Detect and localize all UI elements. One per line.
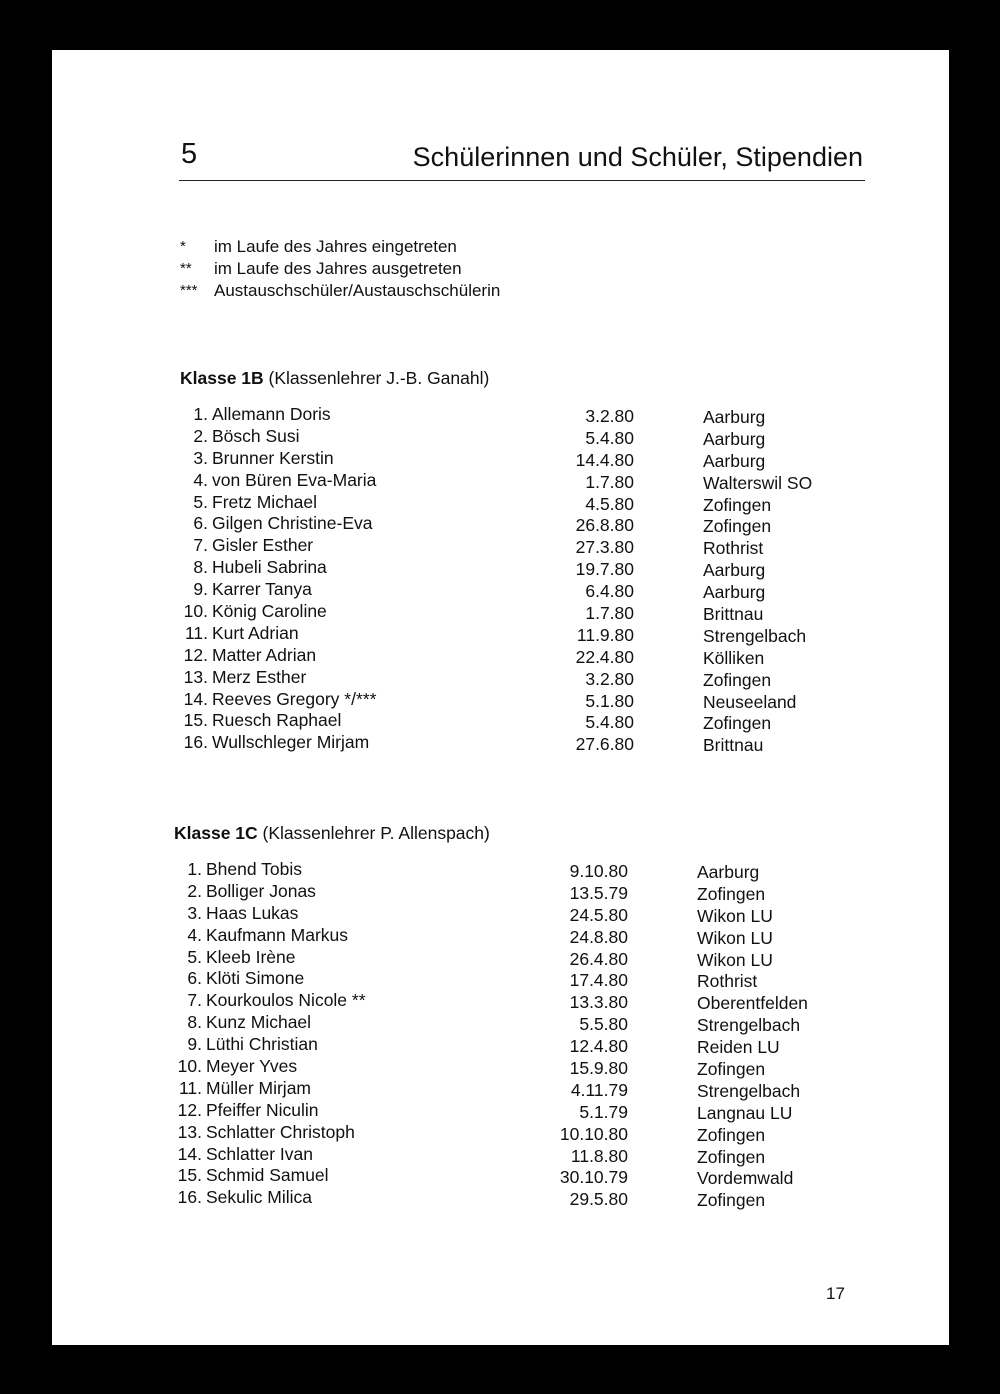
student-row — [180, 447, 766, 471]
birth-date: 1.7.80 — [585, 603, 634, 624]
birth-date: 3.2.80 — [585, 406, 634, 426]
birth-date: 14.4.80 — [575, 449, 634, 470]
home-town: Zofingen — [697, 1190, 766, 1211]
student-name: von Büren Eva-Maria — [212, 469, 377, 490]
birth-date: 30.10.79 — [559, 1167, 628, 1188]
home-town: Aarburg — [703, 560, 766, 581]
student-row — [180, 688, 797, 712]
student-name: König Caroline — [212, 601, 327, 622]
birth-date: 4.11.79 — [570, 1079, 628, 1100]
student-name: Lüthi Christian — [206, 1034, 318, 1055]
student-row — [180, 644, 765, 668]
student-name: Bolliger Jonas — [206, 880, 316, 901]
home-town: Reiden LU — [697, 1037, 780, 1058]
student-number: 2. — [187, 880, 202, 901]
student-row — [174, 1143, 766, 1167]
student-number: 3. — [187, 902, 202, 923]
student-number: 16. — [183, 732, 208, 753]
student-name: Schmid Samuel — [206, 1165, 329, 1186]
student-row — [174, 1121, 766, 1145]
student-name: Bhend Tobis — [206, 859, 303, 879]
student-name: Bösch Susi — [212, 425, 300, 446]
birth-date: 15.9.80 — [569, 1058, 628, 1079]
student-row — [174, 902, 773, 926]
student-name: Fretz Michael — [212, 491, 318, 512]
student-row — [174, 946, 773, 970]
home-town: Brittnau — [703, 604, 764, 625]
student-number: 9. — [187, 1034, 202, 1055]
legend-symbol: *** — [180, 282, 198, 299]
home-town: Strengelbach — [697, 1015, 801, 1036]
student-number: 9. — [193, 579, 208, 600]
student-name: Hubeli Sabrina — [212, 557, 327, 578]
student-row — [174, 1077, 801, 1101]
student-number: 12. — [183, 644, 208, 665]
student-number: 5. — [193, 491, 208, 512]
birth-date: 13.5.79 — [569, 882, 628, 903]
class-name: Klasse 1B — [180, 368, 264, 388]
student-number: 4. — [187, 924, 202, 945]
home-town: Wikon LU — [697, 905, 773, 926]
student-name: Merz Esther — [212, 666, 307, 687]
birth-date: 5.1.79 — [579, 1101, 628, 1122]
student-number: 1. — [193, 404, 208, 424]
chapter-number: 5 — [181, 138, 198, 170]
student-number: 8. — [193, 557, 208, 578]
student-name: Allemann Doris — [212, 404, 331, 424]
chapter-title: Schülerinnen und Schüler, Stipendien — [412, 142, 863, 172]
birth-date: 6.4.80 — [585, 581, 634, 602]
birth-date: 5.1.80 — [585, 690, 634, 711]
class-section-1c — [174, 823, 808, 1211]
home-town: Zofingen — [697, 1124, 766, 1145]
student-name: Meyer Yves — [206, 1056, 298, 1077]
birth-date: 5.4.80 — [585, 712, 634, 733]
student-name: Sekulic Milica — [206, 1187, 312, 1208]
birth-date: 24.8.80 — [569, 926, 628, 947]
student-number: 14. — [183, 688, 208, 709]
student-name: Gilgen Christine-Eva — [212, 513, 373, 534]
student-name: Schlatter Christoph — [206, 1121, 355, 1142]
student-list — [180, 404, 813, 756]
student-name: Karrer Tanya — [212, 579, 312, 600]
student-row — [180, 469, 813, 493]
home-town: Rothrist — [703, 538, 764, 559]
student-list — [174, 859, 808, 1211]
student-row — [174, 1056, 766, 1080]
home-town: Zofingen — [703, 669, 772, 690]
student-number: 6. — [193, 513, 208, 534]
birth-date: 5.4.80 — [585, 427, 634, 448]
birth-date: 11.8.80 — [570, 1145, 628, 1166]
student-row — [180, 732, 764, 756]
student-row — [180, 710, 772, 734]
student-number: 1. — [187, 859, 202, 879]
student-number: 8. — [187, 1012, 202, 1033]
legend-text: im Laufe des Jahres ausgetreten — [214, 259, 462, 278]
birth-date: 26.8.80 — [575, 515, 634, 536]
student-number: 11. — [184, 622, 208, 643]
home-town: Zofingen — [703, 516, 772, 537]
birth-date: 13.3.80 — [569, 992, 628, 1013]
student-row — [174, 1012, 801, 1036]
student-number: 6. — [187, 968, 202, 989]
student-number: 11. — [178, 1077, 202, 1098]
birth-date: 4.5.80 — [585, 493, 634, 514]
home-town: Aarburg — [703, 407, 766, 427]
birth-date: 11.9.80 — [576, 624, 634, 645]
student-row — [174, 924, 773, 948]
birth-date: 22.4.80 — [575, 646, 634, 667]
home-town: Walterswil SO — [703, 472, 813, 493]
student-number: 16. — [177, 1187, 202, 1208]
home-town: Zofingen — [703, 713, 772, 734]
birth-date: 9.10.80 — [569, 861, 628, 881]
class-name: Klasse 1C — [174, 823, 258, 843]
home-town: Strengelbach — [703, 625, 807, 646]
birth-date: 27.3.80 — [575, 537, 634, 558]
birth-date: 1.7.80 — [585, 471, 634, 492]
home-town: Brittnau — [703, 735, 764, 756]
student-number: 3. — [193, 447, 208, 468]
student-name: Kleeb Irène — [206, 946, 296, 967]
birth-date: 5.5.80 — [579, 1014, 628, 1035]
student-name: Brunner Kerstin — [212, 447, 334, 468]
home-town: Aarburg — [703, 450, 766, 471]
student-row — [180, 601, 764, 625]
class-section-1b — [180, 368, 813, 756]
home-town: Zofingen — [697, 1146, 766, 1167]
student-name: Kunz Michael — [206, 1012, 312, 1033]
student-number: 14. — [177, 1143, 202, 1164]
student-row — [174, 859, 760, 882]
student-row — [174, 990, 808, 1014]
legend-text: im Laufe des Jahres eingetreten — [214, 237, 457, 256]
birth-date: 19.7.80 — [575, 559, 634, 580]
student-name: Matter Adrian — [212, 644, 317, 665]
student-row — [180, 491, 772, 515]
birth-date: 26.4.80 — [569, 948, 628, 969]
student-number: 7. — [193, 535, 208, 556]
chapter-header — [179, 138, 865, 181]
student-name: Pfeiffer Niculin — [206, 1099, 319, 1120]
home-town: Oberentfelden — [697, 993, 808, 1014]
home-town: Vordemwald — [697, 1168, 794, 1189]
class-teacher: (Klassenlehrer J.-B. Ganahl) — [268, 368, 490, 388]
home-town: Aarburg — [697, 862, 760, 882]
home-town: Neuseeland — [703, 691, 797, 712]
home-town: Zofingen — [703, 494, 772, 515]
student-name: Kaufmann Markus — [206, 924, 349, 945]
home-town: Wikon LU — [697, 949, 773, 970]
student-number: 2. — [193, 425, 208, 446]
student-number: 13. — [183, 666, 208, 687]
student-number: 4. — [193, 469, 208, 490]
student-row — [180, 666, 772, 690]
home-town: Kölliken — [703, 647, 765, 668]
student-row — [174, 1099, 793, 1123]
birth-date: 17.4.80 — [569, 970, 628, 991]
student-name: Kurt Adrian — [212, 622, 299, 643]
student-number: 15. — [177, 1165, 202, 1186]
student-row — [180, 513, 772, 537]
student-name: Gisler Esther — [212, 535, 314, 556]
birth-date: 3.2.80 — [585, 668, 634, 689]
student-row — [174, 880, 766, 904]
birth-date: 10.10.80 — [559, 1123, 628, 1144]
student-name: Klöti Simone — [206, 968, 305, 989]
class-teacher: (Klassenlehrer P. Allenspach) — [262, 823, 490, 843]
home-town: Wikon LU — [697, 927, 773, 948]
home-town: Rothrist — [697, 971, 758, 992]
birth-date: 24.5.80 — [569, 904, 628, 925]
student-row — [174, 1187, 766, 1211]
student-row — [180, 425, 766, 449]
student-name: Wullschleger Mirjam — [212, 732, 370, 753]
student-row — [180, 404, 766, 427]
class-heading — [180, 368, 489, 404]
student-name: Haas Lukas — [206, 902, 299, 923]
home-town: Aarburg — [703, 428, 766, 449]
student-row — [180, 622, 807, 646]
student-row — [174, 1034, 780, 1058]
student-name: Müller Mirjam — [206, 1077, 311, 1098]
legend-symbol: * — [180, 238, 186, 255]
student-number: 10. — [183, 601, 208, 622]
student-name: Ruesch Raphael — [212, 710, 342, 731]
home-town: Aarburg — [703, 582, 766, 603]
student-name: Schlatter Ivan — [206, 1143, 313, 1164]
legend-symbol: ** — [180, 260, 192, 277]
document-page — [52, 50, 949, 1345]
student-row — [174, 968, 758, 992]
student-row — [180, 535, 764, 559]
student-name: Reeves Gregory */*** — [212, 688, 377, 709]
birth-date: 29.5.80 — [569, 1189, 628, 1210]
home-town: Strengelbach — [697, 1080, 801, 1101]
student-number: 12. — [177, 1099, 202, 1120]
student-number: 15. — [183, 710, 208, 731]
student-number: 7. — [187, 990, 202, 1011]
page-number: 17 — [826, 1284, 845, 1303]
student-number: 10. — [177, 1056, 202, 1077]
student-name: Kourkoulos Nicole ** — [206, 990, 366, 1011]
student-row — [174, 1165, 794, 1189]
student-number: 13. — [177, 1121, 202, 1142]
birth-date: 27.6.80 — [575, 734, 634, 755]
student-number: 5. — [187, 946, 202, 967]
student-row — [180, 557, 766, 581]
legend-text: Austauschschüler/Austauschschülerin — [214, 281, 501, 300]
student-row — [180, 579, 766, 603]
class-heading — [174, 823, 490, 859]
home-town: Zofingen — [697, 883, 766, 904]
home-town: Zofingen — [697, 1059, 766, 1080]
birth-date: 12.4.80 — [569, 1036, 628, 1057]
home-town: Langnau LU — [697, 1102, 793, 1123]
